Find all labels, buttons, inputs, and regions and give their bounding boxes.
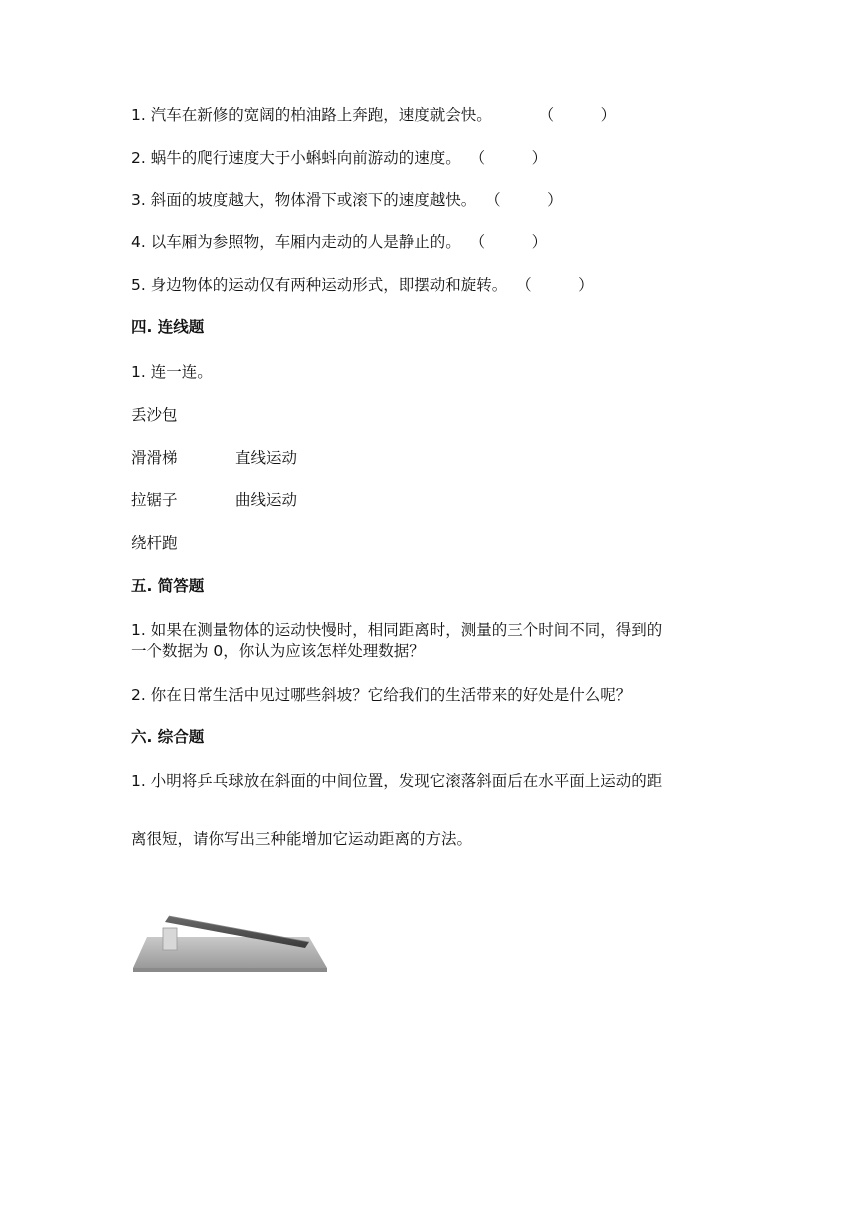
answer-blank[interactable]: （ ） (516, 276, 594, 294)
judgment-item-2 (131, 147, 547, 169)
judgment-item-3 (131, 189, 563, 211)
matching-left-item[interactable]: 丢沙包 (131, 406, 178, 424)
section-heading-short-answer: 五. 简答题 (131, 577, 205, 595)
inclined-plane-image (131, 908, 331, 978)
matching-right-item[interactable]: 直线运动 (235, 449, 298, 467)
base-board-edge (133, 968, 327, 972)
judgment-item-text: 2. 蜗牛的爬行速度大于小蝌蚪向前游动的速度。 (131, 149, 461, 167)
short-answer-q1-line2: 一个数据为 0，你认为应该怎样处理数据？ (131, 642, 425, 660)
answer-blank[interactable]: （ ） (485, 191, 563, 209)
matching-left-item[interactable]: 绕杆跑 (131, 534, 178, 552)
matching-right-item[interactable]: 曲线运动 (235, 491, 298, 509)
section-heading-matching: 四. 连线题 (131, 318, 205, 336)
support-block (163, 928, 177, 950)
judgment-item-4 (131, 231, 547, 253)
short-answer-q1-line1: 1. 如果在测量物体的运动快慢时，相同距离时，测量的三个时间不同，得到的 (131, 621, 663, 639)
matching-left-item[interactable]: 拉锯子 (131, 491, 178, 509)
judgment-item-text: 5. 身边物体的运动仅有两种运动形式，即摆动和旋转。 (131, 276, 508, 294)
judgment-item-5 (131, 274, 594, 296)
matching-question: 1. 连一连。 (131, 363, 213, 381)
comprehensive-q1-line1: 1. 小明将乒乓球放在斜面的中间位置，发现它滚落斜面后在水平面上运动的距 (131, 772, 663, 790)
judgment-item-text: 3. 斜面的坡度越大，物体滑下或滚下的速度越快。 (131, 191, 477, 209)
answer-blank[interactable]: （ ） (538, 106, 617, 124)
matching-left-item[interactable]: 滑滑梯 (131, 449, 178, 467)
comprehensive-q1-line2: 离很短，请你写出三种能增加它运动距离的方法。 (131, 830, 473, 848)
judgment-item-1 (131, 104, 616, 126)
short-answer-q2: 2. 你在日常生活中见过哪些斜坡？它给我们的生活带来的好处是什么呢？ (131, 686, 632, 704)
judgment-item-text: 1. 汽车在新修的宽阔的柏油路上奔跑，速度就会快。 (131, 106, 492, 124)
answer-blank[interactable]: （ ） (469, 233, 548, 251)
judgment-item-text: 4. 以车厢为参照物，车厢内走动的人是静止的。 (131, 233, 461, 251)
section-heading-comprehensive: 六. 综合题 (131, 728, 205, 746)
answer-blank[interactable]: （ ） (469, 149, 548, 167)
